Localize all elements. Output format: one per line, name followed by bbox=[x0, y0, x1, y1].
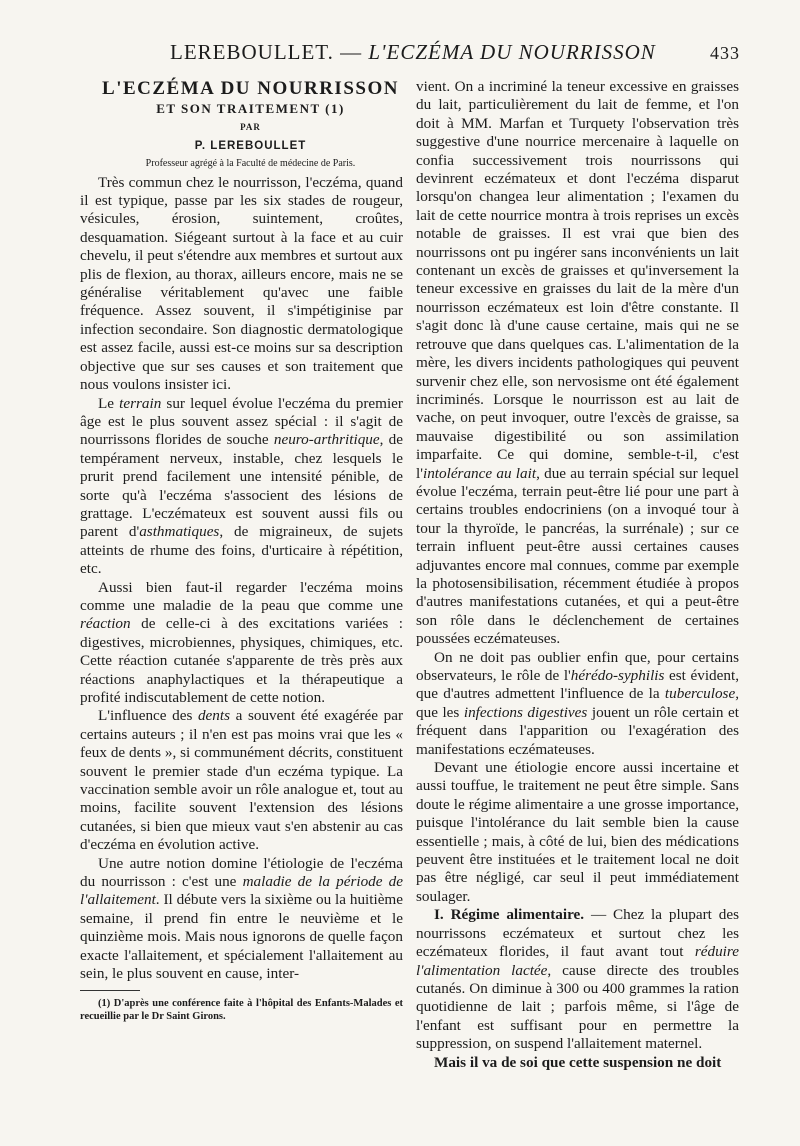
paragraph: Aussi bien faut-il regarder l'eczéma moins comme une maladie de la peau que comme une réaction de celle-ci à des excitations variées : digestives, microbiennes, physiques, chimiques, etc. Cette réaction cutanée s'apparente de très près aux réactions anaphylactiques et la thérapeutique a profité indiscutablement de cette notion. bbox=[80, 578, 403, 706]
article-author: P. LEREBOULLET bbox=[194, 139, 307, 152]
paragraph: Une autre notion domine l'étiologie de l'eczéma du nourrisson : c'est une maladie de la période de l'allaitement. Il débute vers la sixième ou la huitième semaine, il prend fin entre le neuvième et le quinzième mois. Mais nous ignorons de quelle façon exacte l'allaitement, et spécialement l'allaitement au sein, le plus souvent en cause, inter- bbox=[80, 854, 403, 983]
running-header bbox=[170, 40, 770, 70]
paragraph: Très commun chez le nourrisson, l'eczéma, quand il est typique, passe par les six stades de rougeur, vésicules, érosion, suintement, croûtes, desquamation. Siégeant surtout à la face et au cuir chevelu, il peut s'étendre aux membres et surtout aux plis de flexion, au thorax, ailleurs encore, mais ne se généralise véritablement qu'avec une faible fréquence. Assez souvent, il s'impétiginise par infection secondaire. Son diagnostic dermatologique est assez facile, aussi est-ce moins sur sa description objective que sur ses causes et son traitement que nous voulons insister ici. bbox=[80, 173, 403, 394]
article-affiliation: Professeur agrégé à la Faculté de médecine de Paris. bbox=[145, 158, 356, 170]
paragraph: Mais il va de soi que cette suspension ne doit bbox=[434, 1053, 722, 1071]
paragraph: L'influence des dents a souvent été exagérée par certains auteurs ; il n'en est pas moins vrai que les « feux de dents », si communément décrits, constituent souvent le premier stade d'un eczéma typique. La vaccination semble avoir un rôle analogue et, tout au moins, facilite souvent l'extension des lésions cutanées, si bien que mieux vaut s'en abstenir au cas d'eczéma en évolution active. bbox=[80, 707, 404, 854]
section-heading: I. Régime alimentaire. bbox=[434, 906, 585, 924]
article-par: PAR bbox=[240, 122, 261, 133]
page-number: 433 bbox=[710, 43, 740, 63]
header-title: L'ECZÉMA DU NOURRISSON bbox=[368, 40, 656, 64]
paragraph: Devant une étiologie encore aussi incertaine et aussi touffue, le traitement ne peut être simple. Sans doute le régime alimentaire a une grosse importance, puisque l'intolérance du lait semble bien la cause essentielle ; mais, à côté de lui, bien des médications peuvent être instituées et le traitement local ne doit pas être négligé, car seul il peut immédiatement soulager. bbox=[416, 759, 739, 905]
article-subtitle: ET SON TRAITEMENT (1) bbox=[156, 101, 345, 116]
paragraph: On ne doit pas oublier enfin que, pour certains observateurs, le rôle de l'hérédo-syphilis est évident, que d'autres admettent l'influence de la tuberculose, que les infections digestives jouent un rôle certain et fréquent dans l'apparition ou l'exagération des manifestations eczémateuses. bbox=[416, 648, 739, 758]
article-title: L'ECZÉMA DU NOURRISSON bbox=[102, 78, 399, 99]
footnote-divider bbox=[80, 990, 140, 991]
paragraph: vient. On a incriminé la teneur excessive en graisses du lait, particulièrement du lait de femme, et l'on doit à MM. Marfan et Turquety l'observation très suggestive d'une nourrice mercenaire à laquelle on confia successivement trois nourrissons qui devinrent eczémateux et dont l'eczéma disparut lorsqu'on changea leur alimentation ; l'examen du lait de cette nourrice montra à trois reprises un excès notable de graisses. Il est vrai que bien des nourrissons ont pu ingérer sans inconvénients un lait contenant un excès de graisses et qu'inversement la teneur excessive en graisses du lait de la mère d'un nourrisson eczémateux est loin d'être constante. Il s'agit donc là d'une cause certaine, mais qui ne se retrouve que dans quelques cas. L'alimentation de la mère, les divers incidents pathologiques qui peuvent survenir chez elle, son nervosisme ont été également incriminés. Lorsque le nourrisson est au lait de vache, on peut invoquer, outre l'excès de graisse, sa mauvaise digestibilité ou son assimilation imparfaite. Ce qui domine, semble-t-il, c'est l'intolérance au lait, due au terrain spécial sur lequel évolue l'eczéma, terrain peut-être lié pour une part à certains troubles endocriniens (on a invoqué tour à tour la thyroïde, le pancréas, la surrénale) ; sur ce terrain influent peut-être aussi certaines causes adjuvantes encore mal connues, comme par exemple la photosensibilisation, récemment étudiée à propos d'autres manifestations cutanées, et qui a peut-être son rôle dans le déclenchement de certaines poussées eczémateuses. bbox=[416, 78, 740, 648]
header-author: LEREBOULLET. bbox=[170, 40, 334, 64]
footnote: (1) D'après une conférence faite à l'hôpital des Enfants-Malades et recueillie par le Dr Saint Girons. bbox=[80, 997, 403, 1022]
paragraph: Le terrain sur lequel évolue l'eczéma du premier âge est le plus souvent assez spécial : il s'agit de nourrissons florides de souche neuro-arthritique, de tempérament nerveux, instable, chez lesquels le prurit prend facilement une intensité pénible, de sorte qu'à l'eczéma s'associent des lésions de grattage. L'eczémateux est souvent aussi fils ou parent d'asthmatiques, de migraineux, de sujets atteints de rhume des foins, d'urticaire à répétition, etc. bbox=[80, 394, 403, 578]
paragraph: I. Régime alimentaire. — Chez la plupart des nourrissons eczémateux et surtout chez les eczémateux florides, il faut avant tout réduire l'alimentation lactée, cause directe des troubles cutanés. On diminue à 300 ou 400 grammes la ration quotidienne de lait ; parfois même, si l'âge de l'enfant est suffisant pour en permettre la suppression, on suspend l'allaitement maternel. bbox=[416, 906, 740, 1053]
right-column bbox=[416, 78, 739, 1072]
header-dash: — bbox=[340, 40, 363, 64]
left-column bbox=[80, 78, 403, 1023]
